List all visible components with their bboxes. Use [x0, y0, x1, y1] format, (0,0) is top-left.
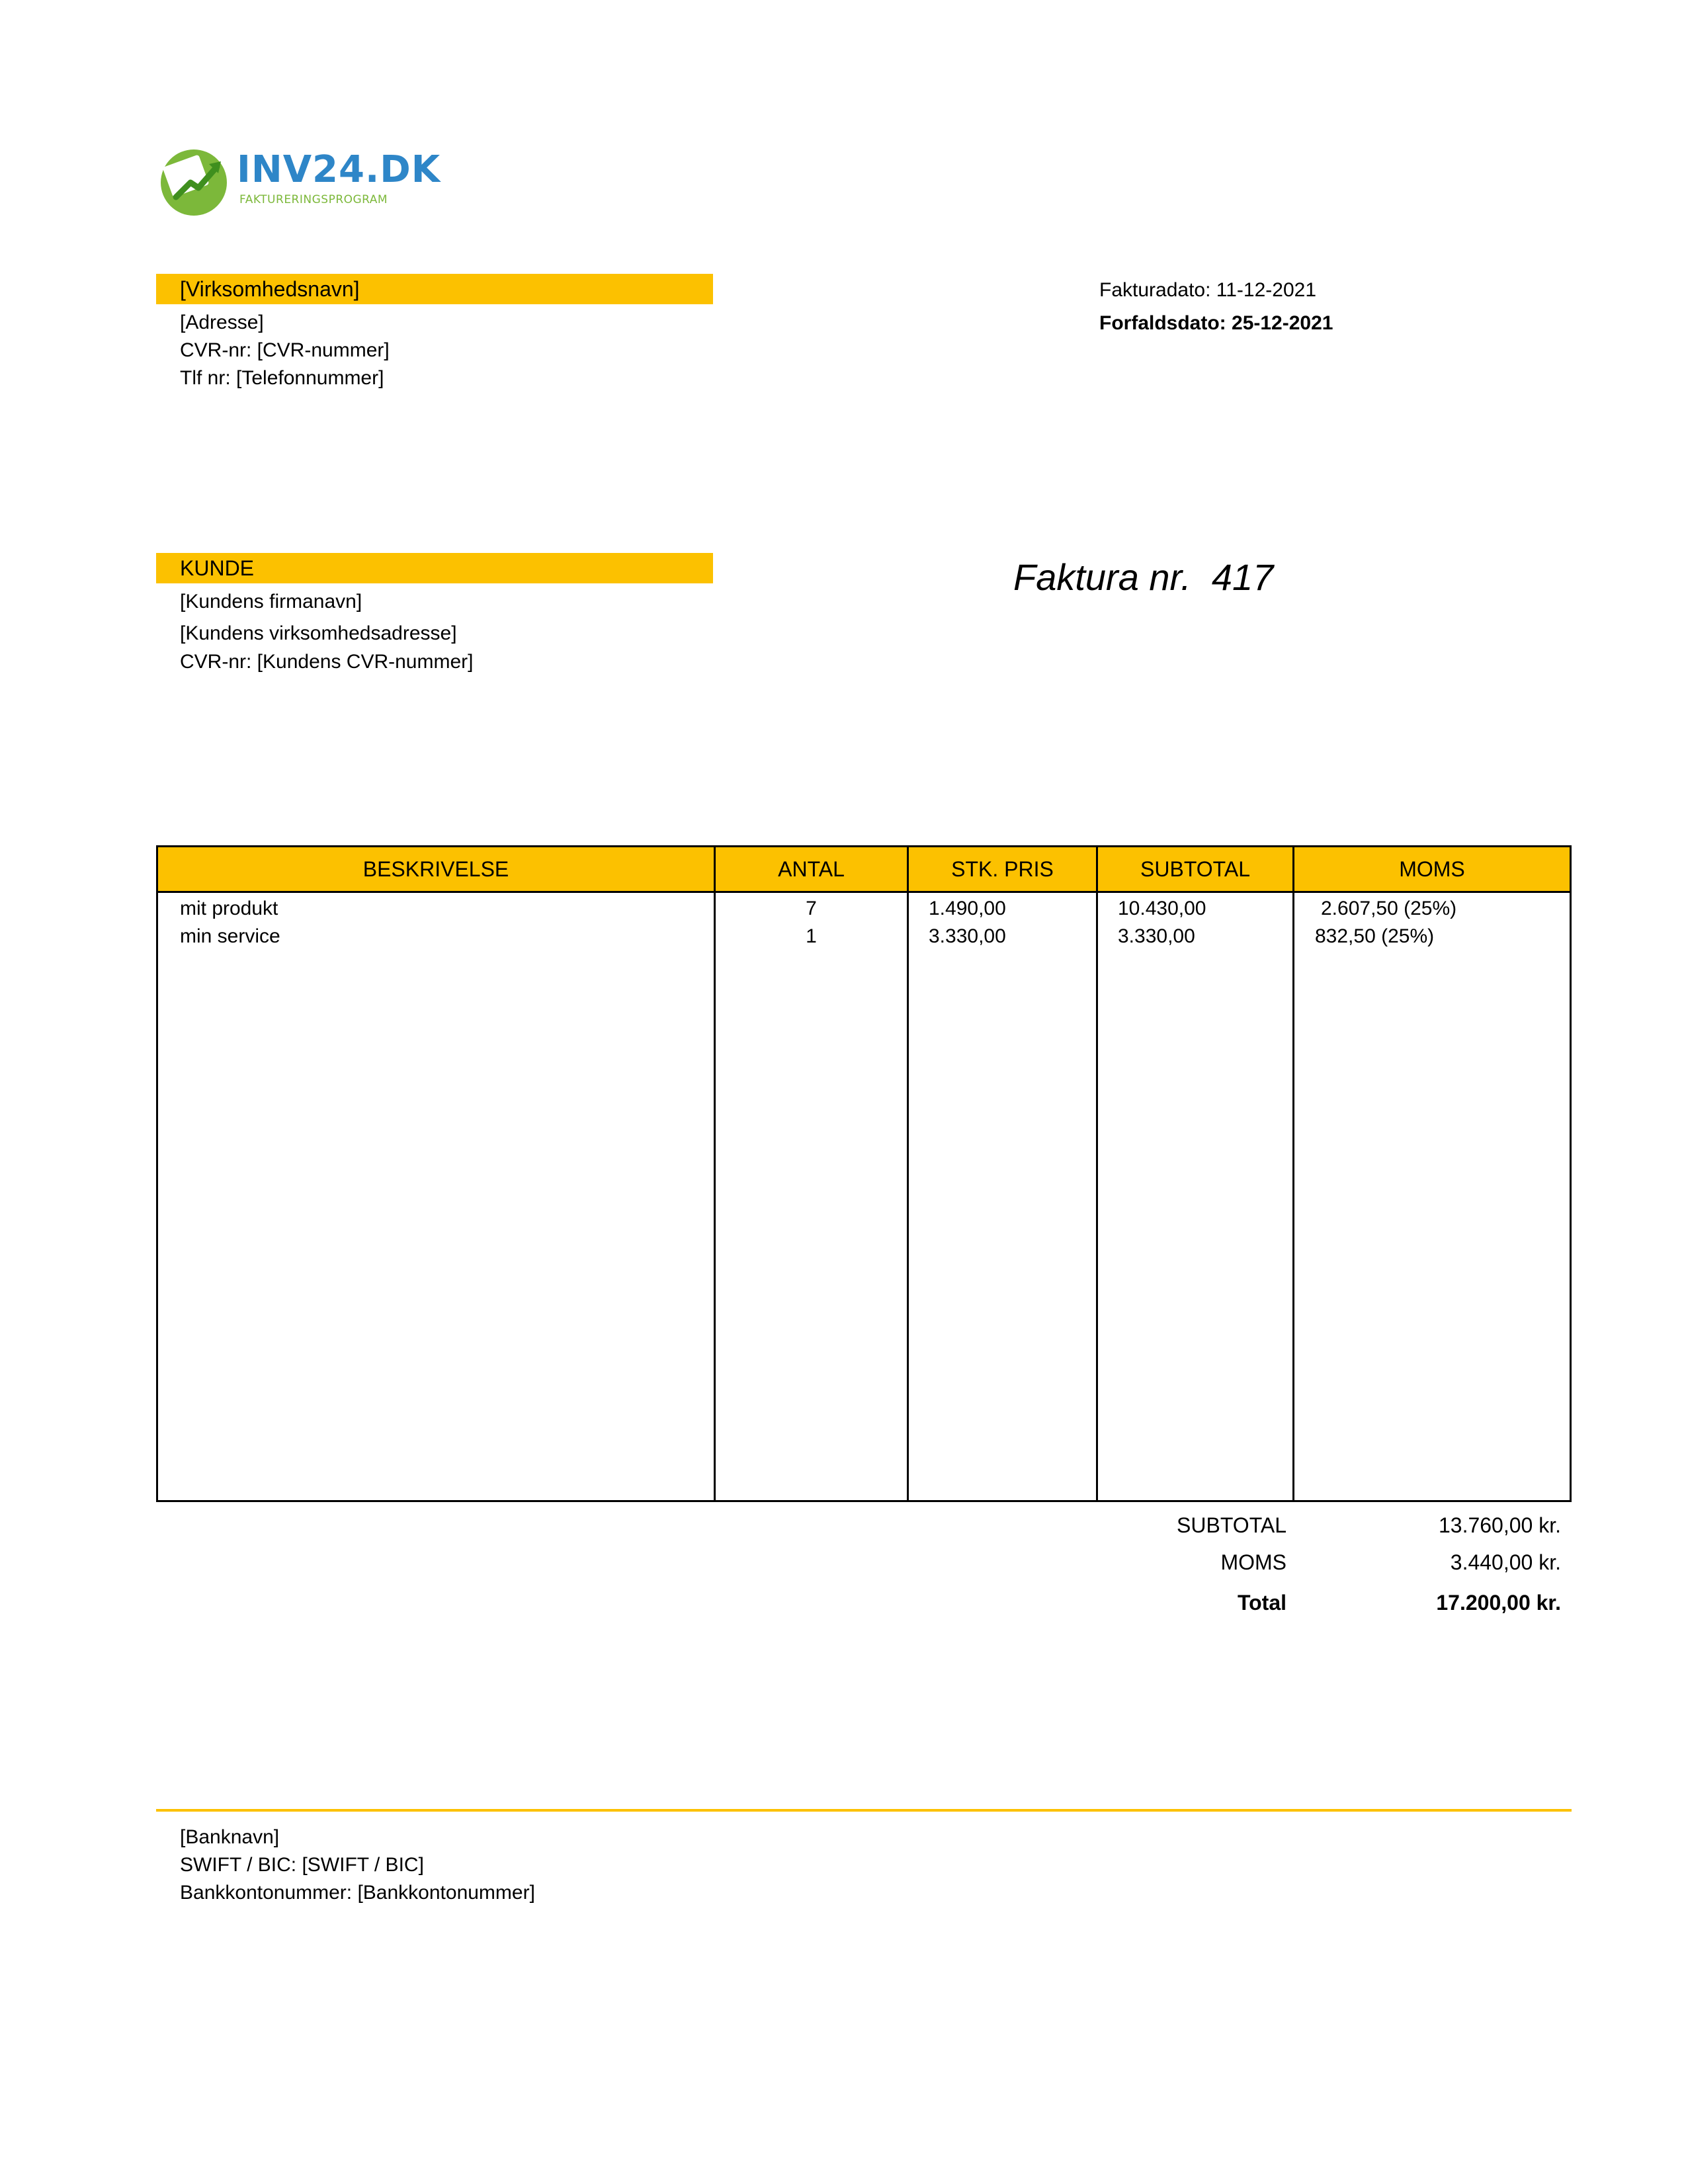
footer-divider — [156, 1809, 1572, 1812]
totals-vat-value: 3.440,00 kr. — [1450, 1550, 1561, 1574]
bank-name: [Banknavn] — [180, 1826, 280, 1848]
table-row-2-subtotal: 3.330,00 — [1118, 925, 1195, 947]
totals-subtotal-label: SUBTOTAL — [1177, 1513, 1286, 1537]
sender-cvr: CVR-nr: [CVR-nummer] — [180, 339, 390, 361]
customer-company: [Kundens firmanavn] — [180, 591, 362, 612]
invoice-title — [1013, 556, 1273, 599]
invoice-date-row — [1099, 274, 1316, 307]
table-row-1-vat: 2.607,50 (25%) — [1321, 898, 1457, 919]
due-date-label: Forfaldsdato: — [1099, 312, 1226, 334]
bank-swift: SWIFT / BIC: [SWIFT / BIC] — [180, 1854, 424, 1876]
table-row-1-unit-price: 1.490,00 — [929, 898, 1006, 919]
company-logo — [157, 144, 441, 217]
sender-address: [Adresse] — [180, 312, 264, 333]
sender-name-bar: [Virksomhedsnavn] — [156, 274, 713, 304]
customer-address: [Kundens virksomhedsadresse] — [180, 622, 457, 644]
customer-cvr: CVR-nr: [Kundens CVR-nummer] — [180, 651, 474, 673]
header-unit-price: STK. PRIS — [951, 857, 1054, 881]
sender-phone: Tlf nr: [Telefonnummer] — [180, 367, 384, 389]
totals-subtotal-value: 13.760,00 kr. — [1438, 1513, 1561, 1537]
column-divider — [1096, 847, 1098, 1500]
header-description: BESKRIVELSE — [362, 857, 509, 881]
totals-total-value: 17.200,00 kr. — [1436, 1591, 1561, 1615]
header-quantity: ANTAL — [778, 857, 845, 881]
logo-chart-icon — [157, 144, 230, 217]
logo-tagline: FAKTURERINGSPROGRAM — [239, 193, 388, 206]
table-row-2-description: min service — [180, 925, 280, 947]
due-date-value: 25-12-2021 — [1232, 312, 1333, 334]
column-divider — [1292, 847, 1294, 1500]
totals-vat-label: MOMS — [1220, 1550, 1286, 1574]
column-divider — [907, 847, 909, 1500]
totals-total-label: Total — [1237, 1591, 1286, 1615]
customer-heading-bar: KUNDE — [156, 553, 713, 583]
invoice-date-label: Fakturadato: — [1099, 279, 1211, 301]
due-date-row — [1099, 307, 1333, 340]
line-items-table — [156, 845, 1572, 1502]
bank-account: Bankkontonummer: [Bankkontonummer] — [180, 1882, 535, 1904]
table-row-1-subtotal: 10.430,00 — [1118, 898, 1206, 919]
invoice-title-label: Faktura nr. — [1013, 556, 1191, 598]
invoice-number: 417 — [1211, 556, 1274, 598]
table-header — [158, 847, 1570, 893]
logo-name: INV24.DK — [237, 148, 441, 191]
table-row-2-quantity: 1 — [806, 925, 817, 947]
invoice-date-value: 11-12-2021 — [1216, 279, 1317, 301]
header-subtotal: SUBTOTAL — [1140, 857, 1250, 881]
header-vat: MOMS — [1399, 857, 1465, 881]
table-row-2-unit-price: 3.330,00 — [929, 925, 1006, 947]
table-row-1-description: mit produkt — [180, 898, 278, 919]
table-row-1-quantity: 7 — [806, 898, 817, 919]
table-row-2-vat: 832,50 (25%) — [1315, 925, 1435, 947]
